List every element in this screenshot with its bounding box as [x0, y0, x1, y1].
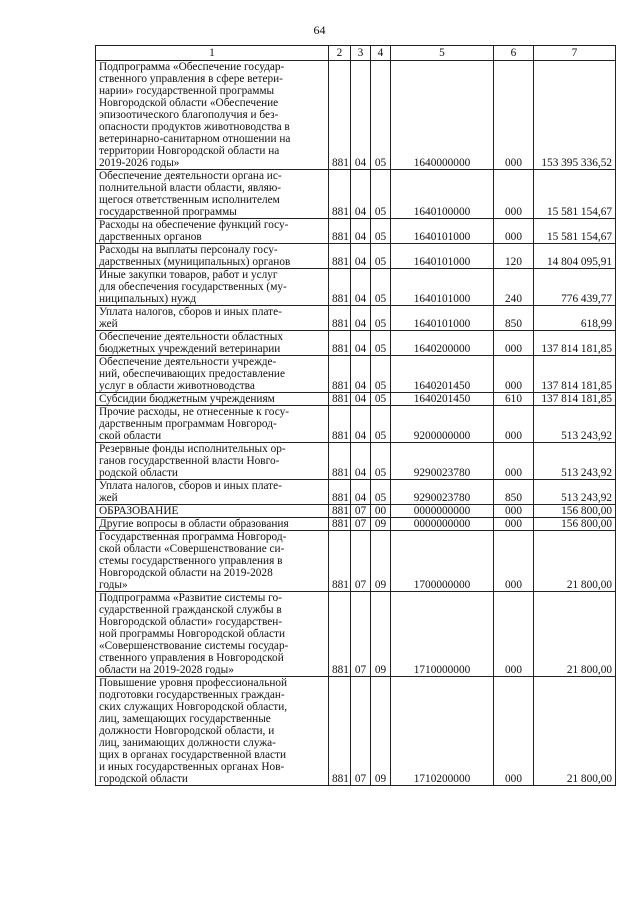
item-name-cell	[96, 592, 329, 677]
header-row	[96, 46, 616, 61]
target-article-cell: 0000000000	[391, 518, 494, 531]
item-name-text: Обеспечение деятельности учрежде- ний, обеспечивающих предоставление услуг в области животноводства	[99, 356, 285, 392]
section-code-cell: 07	[351, 518, 371, 531]
column-header-2: 2	[329, 46, 351, 61]
table-row	[96, 480, 616, 505]
expense-type-cell: 000	[494, 531, 534, 592]
subsection-code-cell: 05	[371, 219, 391, 244]
amount-cell: 513 243,92	[534, 443, 616, 480]
item-name-text: ОБРАЗОВАНИЕ	[99, 505, 179, 517]
item-name-cell	[96, 356, 329, 393]
expense-type-cell: 000	[494, 61, 534, 170]
ministry-code-cell: 881	[329, 393, 351, 406]
amount-cell: 156 800,00	[534, 505, 616, 518]
section-code-cell: 04	[351, 244, 371, 269]
item-name-text: Обеспечение деятельности областных бюджетных учреждений ветеринарии	[99, 331, 283, 355]
amount-cell: 21 800,00	[534, 592, 616, 677]
amount-cell: 776 439,77	[534, 269, 616, 306]
table-row	[96, 306, 616, 331]
item-name-cell	[96, 480, 329, 505]
ministry-code-cell: 881	[329, 592, 351, 677]
subsection-code-cell: 05	[371, 170, 391, 219]
expense-type-cell: 850	[494, 306, 534, 331]
ministry-code-cell: 881	[329, 244, 351, 269]
table-row	[96, 244, 616, 269]
item-name-text: Государственная программа Новгород- ской области «Совершенствование си- стемы государственного управления в Новгородской области на 2019-2028 годы»	[99, 531, 287, 591]
table-row	[96, 531, 616, 592]
ministry-code-cell: 881	[329, 61, 351, 170]
target-article-cell: 1640101000	[391, 269, 494, 306]
expense-type-cell: 000	[494, 331, 534, 356]
subsection-code-cell: 09	[371, 592, 391, 677]
amount-cell: 21 800,00	[534, 531, 616, 592]
item-name-cell	[96, 244, 329, 269]
table-row	[96, 219, 616, 244]
page-number: 64	[313, 23, 326, 37]
table-row	[96, 505, 616, 518]
target-article-cell: 9290023780	[391, 480, 494, 505]
item-name-cell	[96, 393, 329, 406]
amount-cell: 21 800,00	[534, 677, 616, 786]
ministry-code-cell: 881	[329, 531, 351, 592]
section-code-cell: 07	[351, 677, 371, 786]
section-code-cell: 07	[351, 592, 371, 677]
table-row	[96, 356, 616, 393]
expense-type-cell: 120	[494, 244, 534, 269]
subsection-code-cell: 05	[371, 480, 391, 505]
target-article-cell: 1640101000	[391, 306, 494, 331]
item-name-cell	[96, 306, 329, 331]
subsection-code-cell: 05	[371, 244, 391, 269]
amount-cell: 513 243,92	[534, 406, 616, 443]
table-row	[96, 443, 616, 480]
target-article-cell: 0000000000	[391, 505, 494, 518]
target-article-cell: 1640101000	[391, 244, 494, 269]
subsection-code-cell: 05	[371, 61, 391, 170]
expense-type-cell: 000	[494, 505, 534, 518]
expense-type-cell: 610	[494, 393, 534, 406]
section-code-cell: 04	[351, 443, 371, 480]
subsection-code-cell: 05	[371, 393, 391, 406]
item-name-cell	[96, 269, 329, 306]
target-article-cell: 1640101000	[391, 219, 494, 244]
item-name-text: Прочие расходы, не отнесенные к госу- дарственным программам Новгород- ской области	[99, 406, 290, 442]
expense-type-cell: 000	[494, 219, 534, 244]
budget-table	[95, 45, 616, 786]
ministry-code-cell: 881	[329, 306, 351, 331]
target-article-cell: 1710000000	[391, 592, 494, 677]
amount-cell: 137 814 181,85	[534, 331, 616, 356]
item-name-text: Другие вопросы в области образования	[99, 518, 289, 530]
expense-type-cell: 000	[494, 677, 534, 786]
expense-type-cell: 000	[494, 592, 534, 677]
amount-cell: 137 814 181,85	[534, 356, 616, 393]
section-code-cell: 04	[351, 331, 371, 356]
section-code-cell: 07	[351, 505, 371, 518]
subsection-code-cell: 09	[371, 677, 391, 786]
item-name-text: Уплата налогов, сборов и иных плате- жей	[99, 306, 282, 330]
ministry-code-cell: 881	[329, 480, 351, 505]
table-row	[96, 406, 616, 443]
item-name-text: Подпрограмма «Развитие системы го- сударственной гражданской службы в Новгородской области» государствен- ной программы Новгородской области «Совершенствование системы государ- ственного управления в Новгородской области на 2019-2028 годы»	[99, 592, 289, 676]
expense-type-cell: 000	[494, 443, 534, 480]
target-article-cell: 1700000000	[391, 531, 494, 592]
table-row	[96, 269, 616, 306]
item-name-text: Резервные фонды исполнительных ор- ганов государственной власти Новго- родской области	[99, 443, 286, 479]
item-name-cell	[96, 531, 329, 592]
item-name-text: Уплата налогов, сборов и иных плате- жей	[99, 480, 282, 504]
item-name-cell	[96, 518, 329, 531]
item-name-cell	[96, 219, 329, 244]
ministry-code-cell: 881	[329, 331, 351, 356]
section-code-cell: 04	[351, 170, 371, 219]
expense-type-cell: 000	[494, 356, 534, 393]
ministry-code-cell: 881	[329, 677, 351, 786]
subsection-code-cell: 00	[371, 505, 391, 518]
subsection-code-cell: 05	[371, 356, 391, 393]
table-row	[96, 592, 616, 677]
expense-type-cell: 240	[494, 269, 534, 306]
section-code-cell: 07	[351, 531, 371, 592]
item-name-text: Субсидии бюджетным учреждениям	[99, 393, 275, 405]
target-article-cell: 1640201450	[391, 356, 494, 393]
column-header-4: 4	[371, 46, 391, 61]
ministry-code-cell: 881	[329, 518, 351, 531]
item-name-cell	[96, 406, 329, 443]
ministry-code-cell: 881	[329, 356, 351, 393]
subsection-code-cell: 09	[371, 518, 391, 531]
expense-type-cell: 000	[494, 406, 534, 443]
amount-cell: 153 395 336,52	[534, 61, 616, 170]
column-header-5: 5	[391, 46, 494, 61]
target-article-cell: 1640201450	[391, 393, 494, 406]
target-article-cell: 1640200000	[391, 331, 494, 356]
subsection-code-cell: 05	[371, 443, 391, 480]
item-name-text: Расходы на выплаты персоналу госу- дарственных (муниципальных) органов	[99, 244, 291, 268]
expense-type-cell: 850	[494, 480, 534, 505]
column-header-6: 6	[494, 46, 534, 61]
amount-cell: 618,99	[534, 306, 616, 331]
target-article-cell: 9290023780	[391, 443, 494, 480]
table-body	[96, 61, 616, 786]
subsection-code-cell: 09	[371, 531, 391, 592]
ministry-code-cell: 881	[329, 443, 351, 480]
table-row	[96, 393, 616, 406]
table-row	[96, 61, 616, 170]
table-row	[96, 677, 616, 786]
section-code-cell: 04	[351, 219, 371, 244]
section-code-cell: 04	[351, 393, 371, 406]
ministry-code-cell: 881	[329, 406, 351, 443]
amount-cell: 137 814 181,85	[534, 393, 616, 406]
column-header-3: 3	[351, 46, 371, 61]
subsection-code-cell: 05	[371, 406, 391, 443]
section-code-cell: 04	[351, 306, 371, 331]
target-article-cell: 1640100000	[391, 170, 494, 219]
item-name-cell	[96, 505, 329, 518]
item-name-cell	[96, 677, 329, 786]
section-code-cell: 04	[351, 480, 371, 505]
section-code-cell: 04	[351, 406, 371, 443]
expense-type-cell: 000	[494, 170, 534, 219]
column-header-1: 1	[96, 46, 329, 61]
section-code-cell: 04	[351, 61, 371, 170]
item-name-cell	[96, 331, 329, 356]
item-name-text: Повышение уровня профессиональной подготовки государственных граждан- ских служащих Новгородской области, лиц, замещающих государственные должности Новгородской области, и лиц, занимающих должности служа- щих в органах государственной власти и иных государственных органах Нов- городской области	[99, 677, 288, 785]
subsection-code-cell: 05	[371, 269, 391, 306]
ministry-code-cell: 881	[329, 505, 351, 518]
item-name-text: Обеспечение деятельности органа ис- полнительной власти области, являю- щегося ответственным исполнителем государственной программы	[99, 170, 282, 218]
ministry-code-cell: 881	[329, 170, 351, 219]
amount-cell: 513 243,92	[534, 480, 616, 505]
column-header-7: 7	[534, 46, 616, 61]
item-name-text: Иные закупки товаров, работ и услуг для обеспечения государственных (му- ниципальных) нужд	[99, 269, 287, 305]
section-code-cell: 04	[351, 269, 371, 306]
amount-cell: 14 804 095,91	[534, 244, 616, 269]
item-name-text: Расходы на обеспечение функций госу- дарственных органов	[99, 219, 289, 243]
item-name-cell	[96, 61, 329, 170]
target-article-cell: 9200000000	[391, 406, 494, 443]
item-name-cell	[96, 443, 329, 480]
amount-cell: 15 581 154,67	[534, 219, 616, 244]
item-name-text: Подпрограмма «Обеспечение государ- ственного управления в сфере ветери- нарии» государственной программы Новгородской области «Обеспечение эпизоотического благополучия и без- опасности продуктов животноводства в ветеринарно-санитарном отношении на территории Новгородской области на 2019-2026 годы»	[99, 61, 291, 169]
ministry-code-cell: 881	[329, 219, 351, 244]
section-code-cell: 04	[351, 356, 371, 393]
expense-type-cell: 000	[494, 518, 534, 531]
target-article-cell: 1640000000	[391, 61, 494, 170]
subsection-code-cell: 05	[371, 331, 391, 356]
ministry-code-cell: 881	[329, 269, 351, 306]
target-article-cell: 1710200000	[391, 677, 494, 786]
amount-cell: 156 800,00	[534, 518, 616, 531]
item-name-cell	[96, 170, 329, 219]
amount-cell: 15 581 154,67	[534, 170, 616, 219]
table-row	[96, 331, 616, 356]
subsection-code-cell: 05	[371, 306, 391, 331]
table-row	[96, 170, 616, 219]
table-row	[96, 518, 616, 531]
